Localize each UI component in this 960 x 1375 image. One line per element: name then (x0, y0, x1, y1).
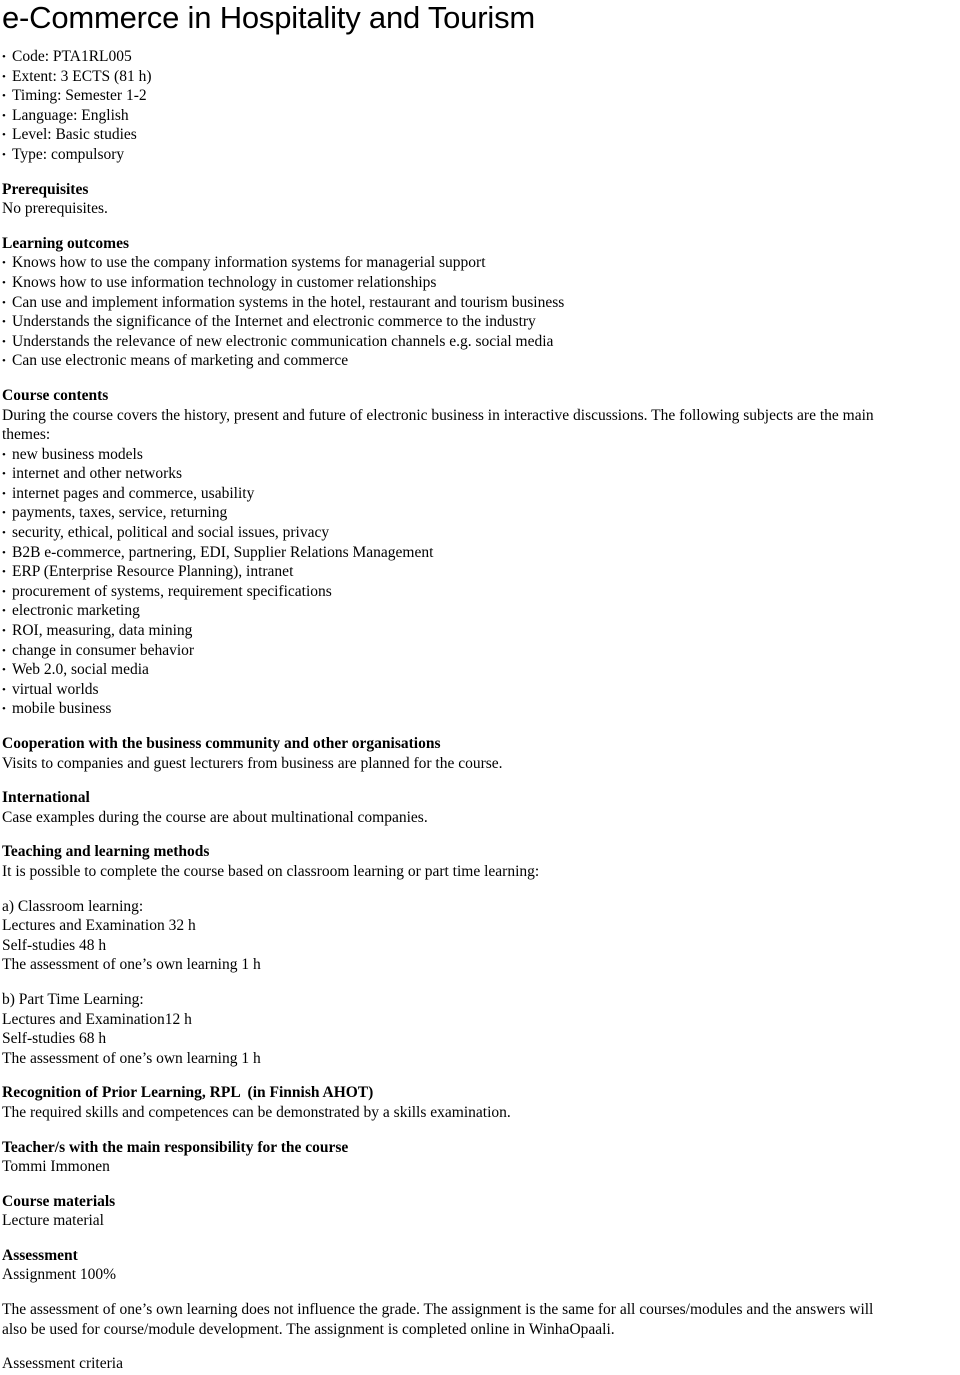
spacer (2, 165, 960, 180)
course-contents-item: • ROI, measuring, data mining (2, 621, 960, 641)
course-contents-intro: During the course covers the history, present and future of electronic business in interactive discussions. The following subjects are the main (2, 406, 874, 424)
course-contents-item: • internet and other networks (2, 464, 960, 484)
course-info-list (2, 47, 960, 165)
course-contents-item: • internet pages and commerce, usability (2, 484, 960, 504)
spacer (2, 1339, 960, 1354)
spacer (2, 1285, 960, 1300)
teacher-heading: Teacher/s with the main responsibility for the course (2, 1138, 349, 1156)
materials-heading: Course materials (2, 1192, 116, 1210)
learning-outcomes-section (2, 234, 960, 371)
cooperation-section (2, 734, 960, 773)
part-time-learning-label: b) Part Time Learning: (2, 990, 144, 1008)
part-time-self-studies: Self-studies 68 h (2, 1030, 107, 1048)
international-section (2, 788, 960, 827)
spacer (2, 219, 960, 234)
assessment-criteria-label: Assessment criteria (2, 1355, 123, 1373)
course-code: • Code: PTA1RL005 (2, 47, 960, 67)
assessment-note-line-continued: also be used for course/module development. The assignment is completed online in WinhaOpaali. (2, 1320, 615, 1338)
course-extent: • Extent: 3 ECTS (81 h) (2, 67, 960, 87)
part-time-self-assessment: The assessment of one’s own learning 1 h (2, 1049, 261, 1067)
assessment-heading: Assessment (2, 1246, 78, 1264)
course-contents-item: • new business models (2, 445, 960, 465)
assessment-criteria-section (2, 1354, 960, 1374)
teaching-methods-section (2, 842, 960, 881)
course-level: • Level: Basic studies (2, 125, 960, 145)
learning-outcome-item: • Understands the significance of the Internet and electronic commerce to the industry (2, 312, 960, 332)
spacer (2, 882, 960, 897)
international-heading: International (2, 789, 90, 807)
course-contents-item: • ERP (Enterprise Resource Planning), intranet (2, 562, 960, 582)
learning-outcome-item: • Understands the relevance of new electronic communication channels e.g. social media (2, 332, 960, 352)
classroom-learning-label: a) Classroom learning: (2, 897, 144, 915)
spacer (2, 1068, 960, 1083)
course-contents-item: • change in consumer behavior (2, 641, 960, 661)
course-contents-item: • B2B e-commerce, partnering, EDI, Supplier Relations Management (2, 543, 960, 563)
part-time-learning-block (2, 990, 960, 1068)
course-timing: • Timing: Semester 1-2 (2, 86, 960, 106)
spacer (2, 1231, 960, 1246)
course-contents-item: • Web 2.0, social media (2, 660, 960, 680)
course-contents-heading: Course contents (2, 386, 109, 404)
course-type: • Type: compulsory (2, 145, 960, 165)
page-title: e-Commerce in Hospitality and Tourism (2, 0, 535, 35)
classroom-self-assessment: The assessment of one’s own learning 1 h (2, 956, 261, 974)
classroom-lectures: Lectures and Examination 32 h (2, 917, 196, 935)
teacher-section (2, 1138, 960, 1177)
spacer (2, 827, 960, 842)
learning-outcome-item: • Knows how to use the company information systems for managerial support (2, 253, 960, 273)
cooperation-heading: Cooperation with the business community and other organisations (2, 735, 441, 752)
rpl-heading: Recognition of Prior Learning, RPL (in Finnish AHOT) (2, 1084, 374, 1102)
spacer (2, 773, 960, 788)
rpl-text: The required skills and competences can be demonstrated by a skills examination. (2, 1103, 511, 1121)
teaching-methods-heading: Teaching and learning methods (2, 843, 210, 861)
course-contents-item: • procurement of systems, requirement specifications (2, 582, 960, 602)
prerequisites-heading: Prerequisites (2, 180, 89, 198)
spacer (2, 1123, 960, 1138)
assessment-note-line: The assessment of one’s own learning does not influence the grade. The assignment is the same for all courses/modules and the answers will (2, 1301, 874, 1319)
prerequisites-text: No prerequisites. (2, 200, 108, 218)
spacer (2, 1177, 960, 1192)
assessment-text: Assignment 100% (2, 1266, 117, 1284)
learning-outcome-item: • Knows how to use information technology in customer relationships (2, 273, 960, 293)
document-page (2, 0, 960, 1374)
course-contents-item: • security, ethical, political and social issues, privacy (2, 523, 960, 543)
rpl-section (2, 1083, 960, 1122)
materials-text: Lecture material (2, 1212, 104, 1230)
course-contents-item: • electronic marketing (2, 601, 960, 621)
teacher-name: Tommi Immonen (2, 1158, 110, 1176)
cooperation-text: Visits to companies and guest lecturers from business are planned for the course. (2, 754, 503, 772)
international-text: Case examples during the course are about multinational companies. (2, 808, 428, 826)
spacer (2, 719, 960, 734)
learning-outcome-item: • Can use and implement information systems in the hotel, restaurant and tourism business (2, 293, 960, 313)
teaching-methods-text: It is possible to complete the course based on classroom learning or part time learning: (2, 862, 540, 880)
course-language: • Language: English (2, 106, 960, 126)
materials-section (2, 1192, 960, 1231)
learning-outcome-item: • Can use electronic means of marketing and commerce (2, 351, 960, 371)
spacer (2, 975, 960, 990)
assessment-section (2, 1246, 960, 1285)
course-contents-item: • payments, taxes, service, returning (2, 503, 960, 523)
spacer (2, 371, 960, 386)
learning-outcomes-heading: Learning outcomes (2, 234, 130, 252)
classroom-learning-block (2, 897, 960, 975)
course-contents-item: • virtual worlds (2, 680, 960, 700)
assessment-note (2, 1300, 960, 1339)
prerequisites-section (2, 180, 960, 219)
classroom-self-studies: Self-studies 48 h (2, 936, 107, 954)
course-contents-intro-continued: themes: (2, 426, 51, 444)
course-contents-item: • mobile business (2, 699, 960, 719)
course-contents-section (2, 386, 960, 719)
part-time-lectures: Lectures and Examination12 h (2, 1010, 192, 1028)
